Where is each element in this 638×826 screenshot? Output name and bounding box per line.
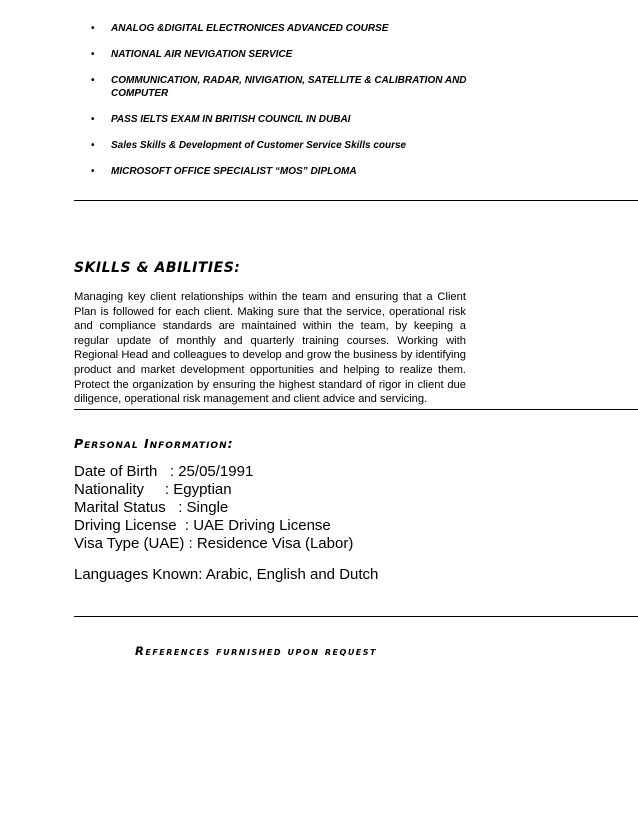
- bullet-icon: •: [91, 23, 95, 34]
- course-item: [74, 165, 474, 178]
- courses-list: [74, 22, 474, 191]
- bullet-icon: •: [91, 75, 95, 86]
- info-row-nationality: [74, 481, 353, 499]
- course-item: [74, 22, 474, 35]
- course-item: [74, 48, 474, 61]
- info-label: Driving License: [74, 517, 177, 534]
- course-text: COMMUNICATION, RADAR, NIVIGATION, SATELLITE & CALIBRATION AND COMPUTER: [111, 75, 467, 99]
- info-value: 25/05/1991: [178, 463, 254, 480]
- info-separator: :: [165, 499, 187, 516]
- info-label: Date of Birth: [74, 463, 158, 480]
- info-row-visa-type: [74, 535, 353, 553]
- section-divider: [74, 616, 638, 617]
- info-row-driving-license: [74, 517, 353, 535]
- course-item: [74, 74, 471, 100]
- skills-heading: SKILLS & ABILITIES:: [74, 260, 241, 276]
- info-separator: :: [144, 481, 174, 498]
- info-row-marital-status: [74, 499, 353, 517]
- info-separator: :: [176, 517, 194, 534]
- bullet-icon: •: [91, 166, 95, 177]
- personal-info-table: [74, 463, 353, 553]
- languages-known: Languages Known: Arabic, English and Dutch: [74, 566, 379, 583]
- info-label: Visa Type (UAE): [74, 535, 185, 552]
- info-value: Egyptian: [173, 481, 232, 498]
- course-item: [74, 113, 474, 126]
- bullet-icon: •: [91, 140, 95, 151]
- info-value: UAE Driving License: [193, 517, 331, 534]
- course-text: MICROSOFT OFFICE SPECIALIST “MOS” DIPLOMA: [111, 166, 357, 177]
- info-label: Marital Status: [74, 499, 166, 516]
- info-value: Single: [186, 499, 229, 516]
- course-text: ANALOG &DIGITAL ELECTRONICES ADVANCED COURSE: [111, 23, 389, 34]
- info-separator: :: [184, 535, 197, 552]
- course-text: NATIONAL AIR NEVIGATION SERVICE: [111, 49, 293, 60]
- personal-info-heading: Personal Information:: [74, 436, 234, 451]
- section-divider: [74, 409, 638, 410]
- bullet-icon: •: [91, 49, 95, 60]
- course-item: [74, 139, 474, 152]
- info-row-dob: [74, 463, 353, 481]
- skills-paragraph: Managing key client relationships within the team and ensuring that a Client Plan is followed for each client. Making sure that the service, operational risk and compliance standards are maintained within the team, by keeping a regular update of monthly and quarterly training courses. Working with Regional Head and colleagues to develop and grow the business by identifying product and market development opportunities and helping to realize them. Protect the organization by ensuring the highest standard of rigor in client due diligence, operational risk management and client advice and servicing.: [74, 291, 466, 406]
- references-note: References furnished upon request: [135, 644, 377, 658]
- course-text: PASS IELTS EXAM IN BRITISH COUNCIL IN DUBAI: [111, 114, 351, 125]
- info-value: Residence Visa (Labor): [196, 535, 354, 552]
- bullet-icon: •: [91, 114, 95, 125]
- section-divider: [74, 200, 638, 201]
- info-separator: :: [157, 463, 179, 480]
- info-label: Nationality: [74, 481, 145, 498]
- course-text: Sales Skills & Development of Customer Service Skills course: [111, 140, 407, 151]
